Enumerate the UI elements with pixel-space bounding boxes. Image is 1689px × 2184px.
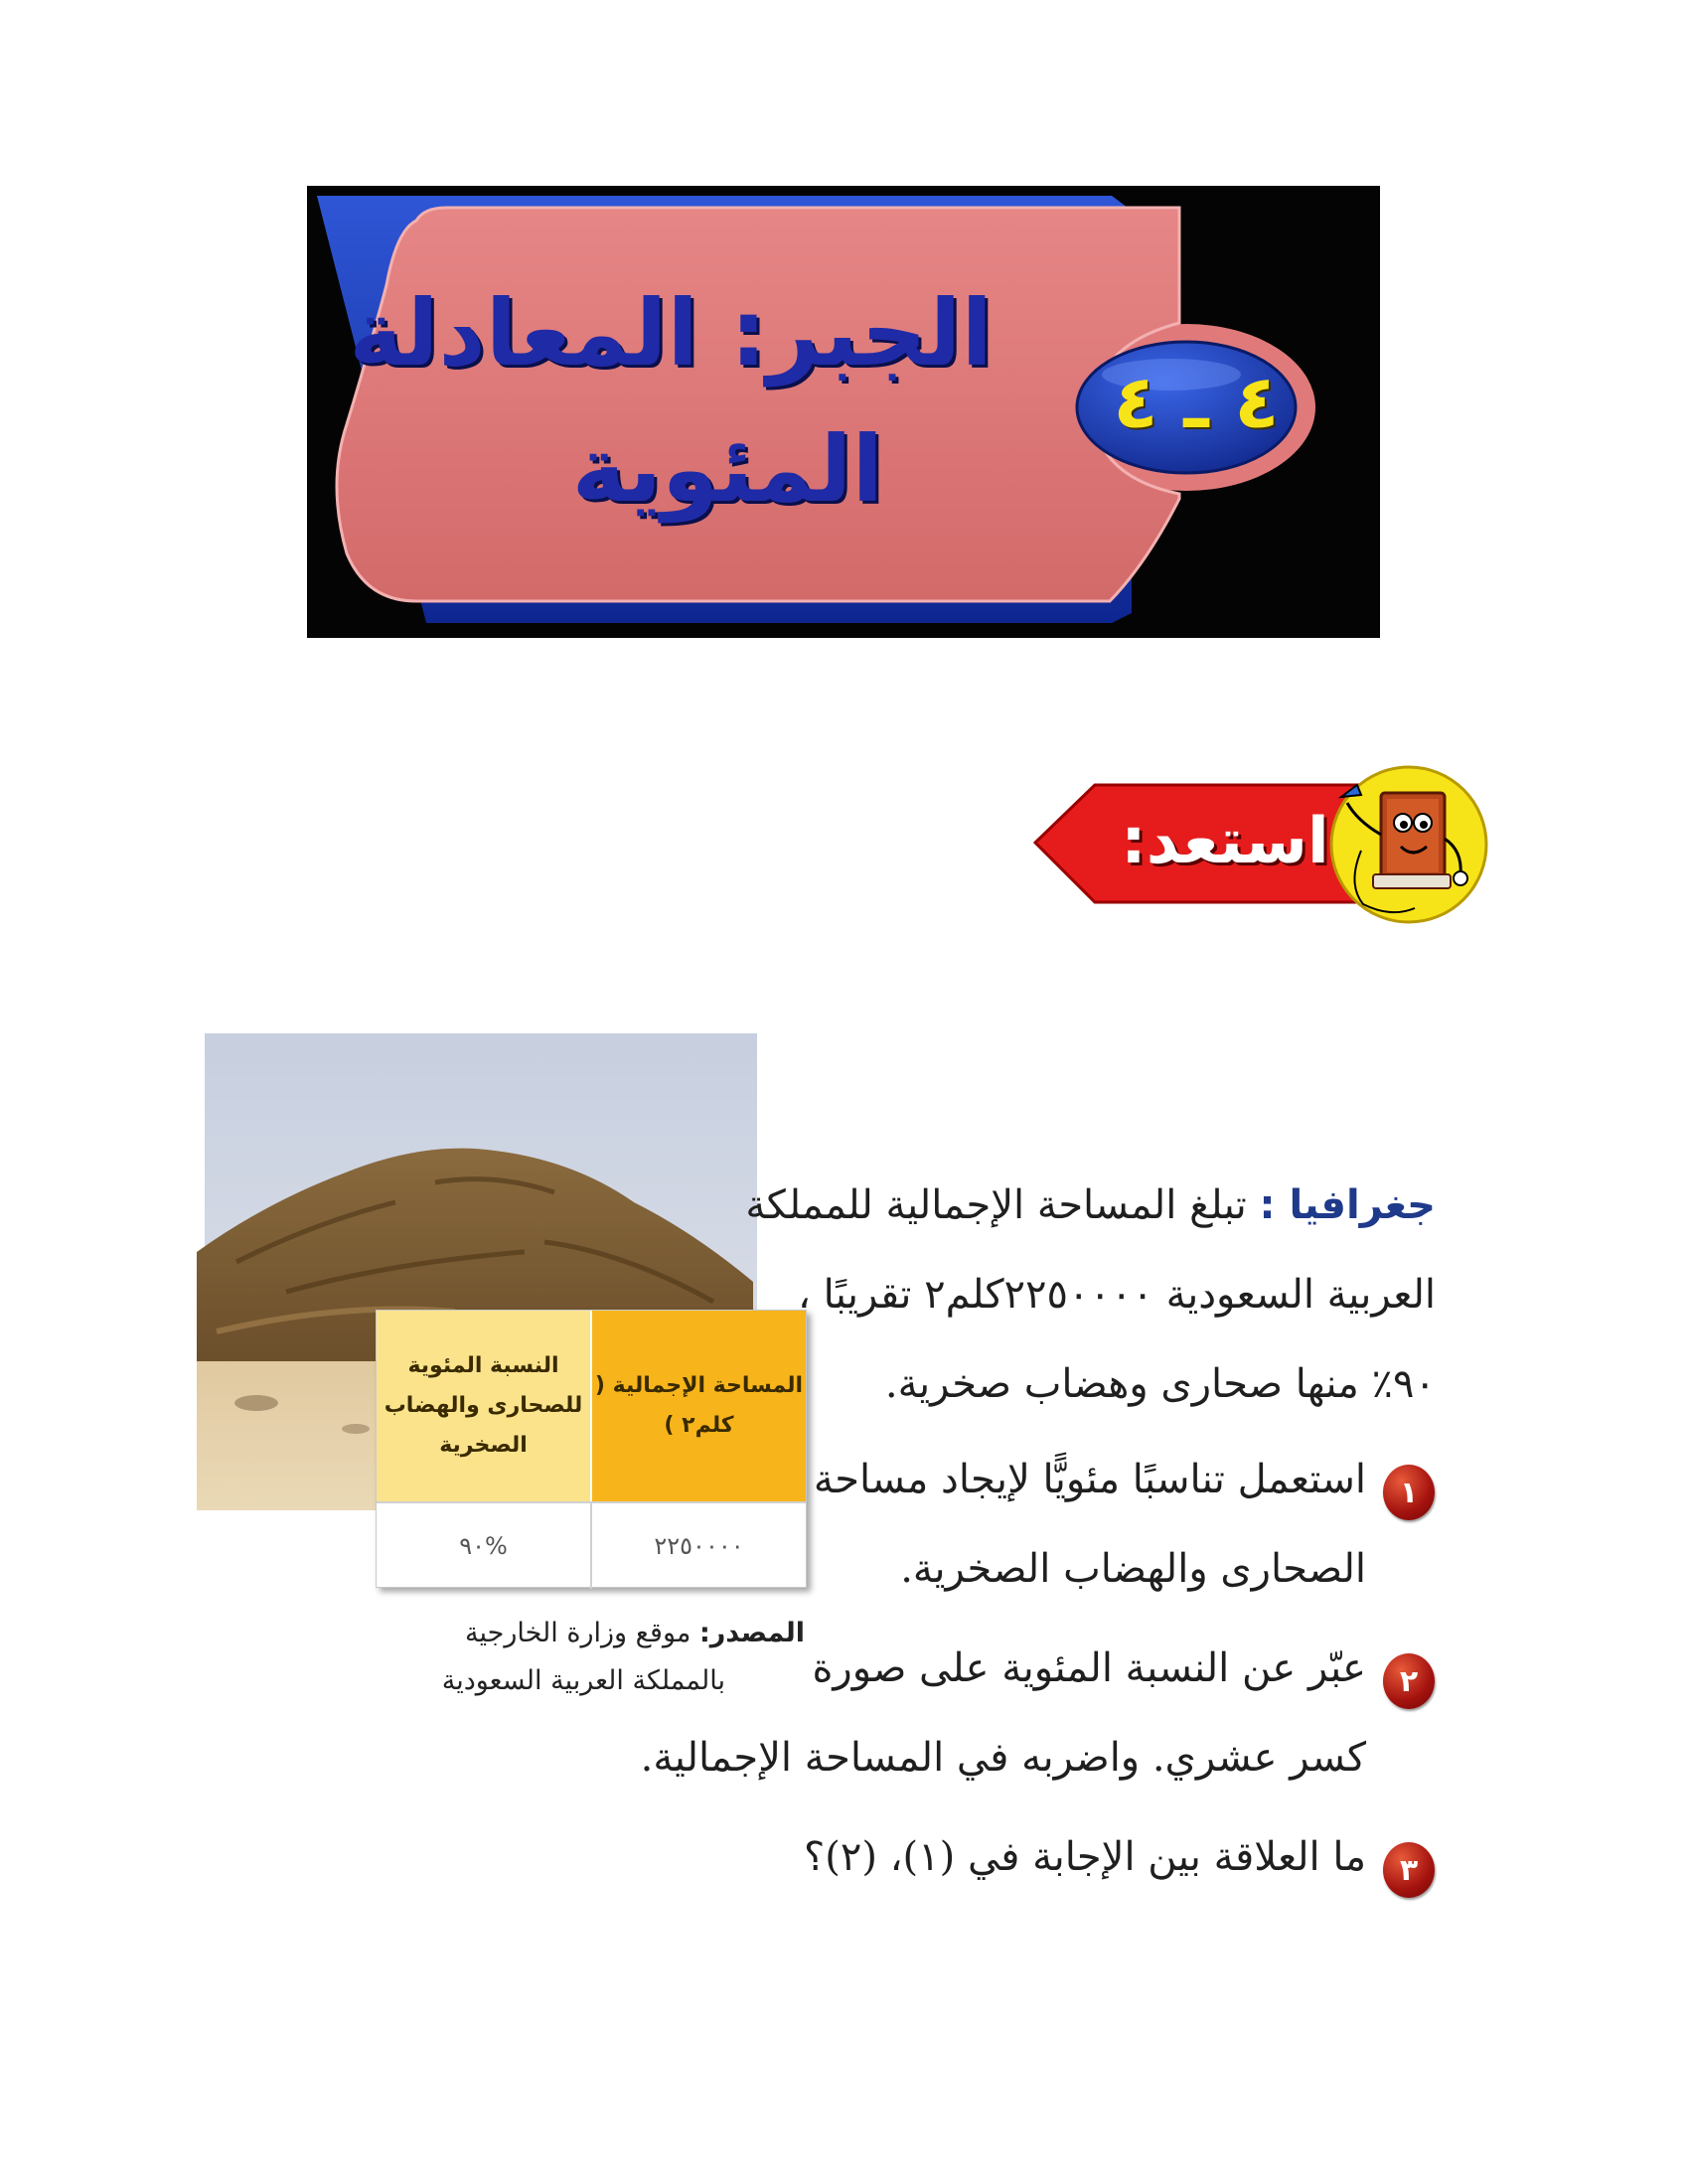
page-title-line-2: المئوية — [571, 416, 883, 523]
paragraph-line-1 — [745, 1182, 1436, 1228]
book-mascot-icon — [1311, 755, 1490, 934]
table-cell-total-area: ٢٢٥٠٠٠٠ — [590, 1501, 806, 1589]
title-banner — [307, 186, 1380, 638]
question-3-badge: ٣ — [1383, 1842, 1435, 1898]
page-title-line-1: الجبر: المعادلة — [349, 280, 993, 387]
lesson-number-badge: ٤ ـ ٤ — [1113, 360, 1280, 445]
question-2-line-2: كسر عشري. واضربه في المساحة الإجمالية. — [640, 1735, 1366, 1781]
question-2-line-1: عبّر عن النسبة المئوية على صورة — [812, 1645, 1366, 1691]
question-2-badge: ٢ — [1383, 1653, 1435, 1709]
paragraph-line-3: ٩٠٪ منها صحارى وهضاب صخرية. — [884, 1361, 1436, 1407]
subject-label: جغرافيا : — [1259, 1182, 1436, 1228]
question-1-badge: ١ — [1383, 1465, 1435, 1520]
question-3-line-1: ما العلاقة بين الإجابة في (١)، (٢)؟ — [803, 1834, 1366, 1880]
area-data-table — [376, 1310, 807, 1588]
get-ready-text: استعد: — [1121, 805, 1329, 878]
paragraph-line-2: العربية السعودية ٢٢٥٠٠٠٠كلم٢ تقريبًا ، — [797, 1272, 1436, 1318]
source-line-2: بالمملكة العربية السعودية — [441, 1665, 725, 1696]
table-cell-desert-percent: ٩٠% — [377, 1501, 590, 1589]
table-header-desert-percent: النسبة المئوية للصحارى والهضاب الصخرية — [377, 1311, 590, 1501]
source-label: المصدر: — [698, 1618, 805, 1648]
question-1-line-1: استعمل تناسبًا مئويًّا لإيجاد مساحة — [813, 1457, 1366, 1502]
source-line-1: موقع وزارة الخارجية — [465, 1618, 691, 1648]
get-ready-label — [1033, 755, 1490, 934]
source-caption — [397, 1610, 805, 1705]
table-header-total-area: المساحة الإجمالية ( كلم٢ ) — [592, 1311, 806, 1501]
paragraph-text-1: تبلغ المساحة الإجمالية للمملكة — [745, 1182, 1247, 1228]
question-1-line-2: الصحارى والهضاب الصخرية. — [900, 1546, 1366, 1592]
